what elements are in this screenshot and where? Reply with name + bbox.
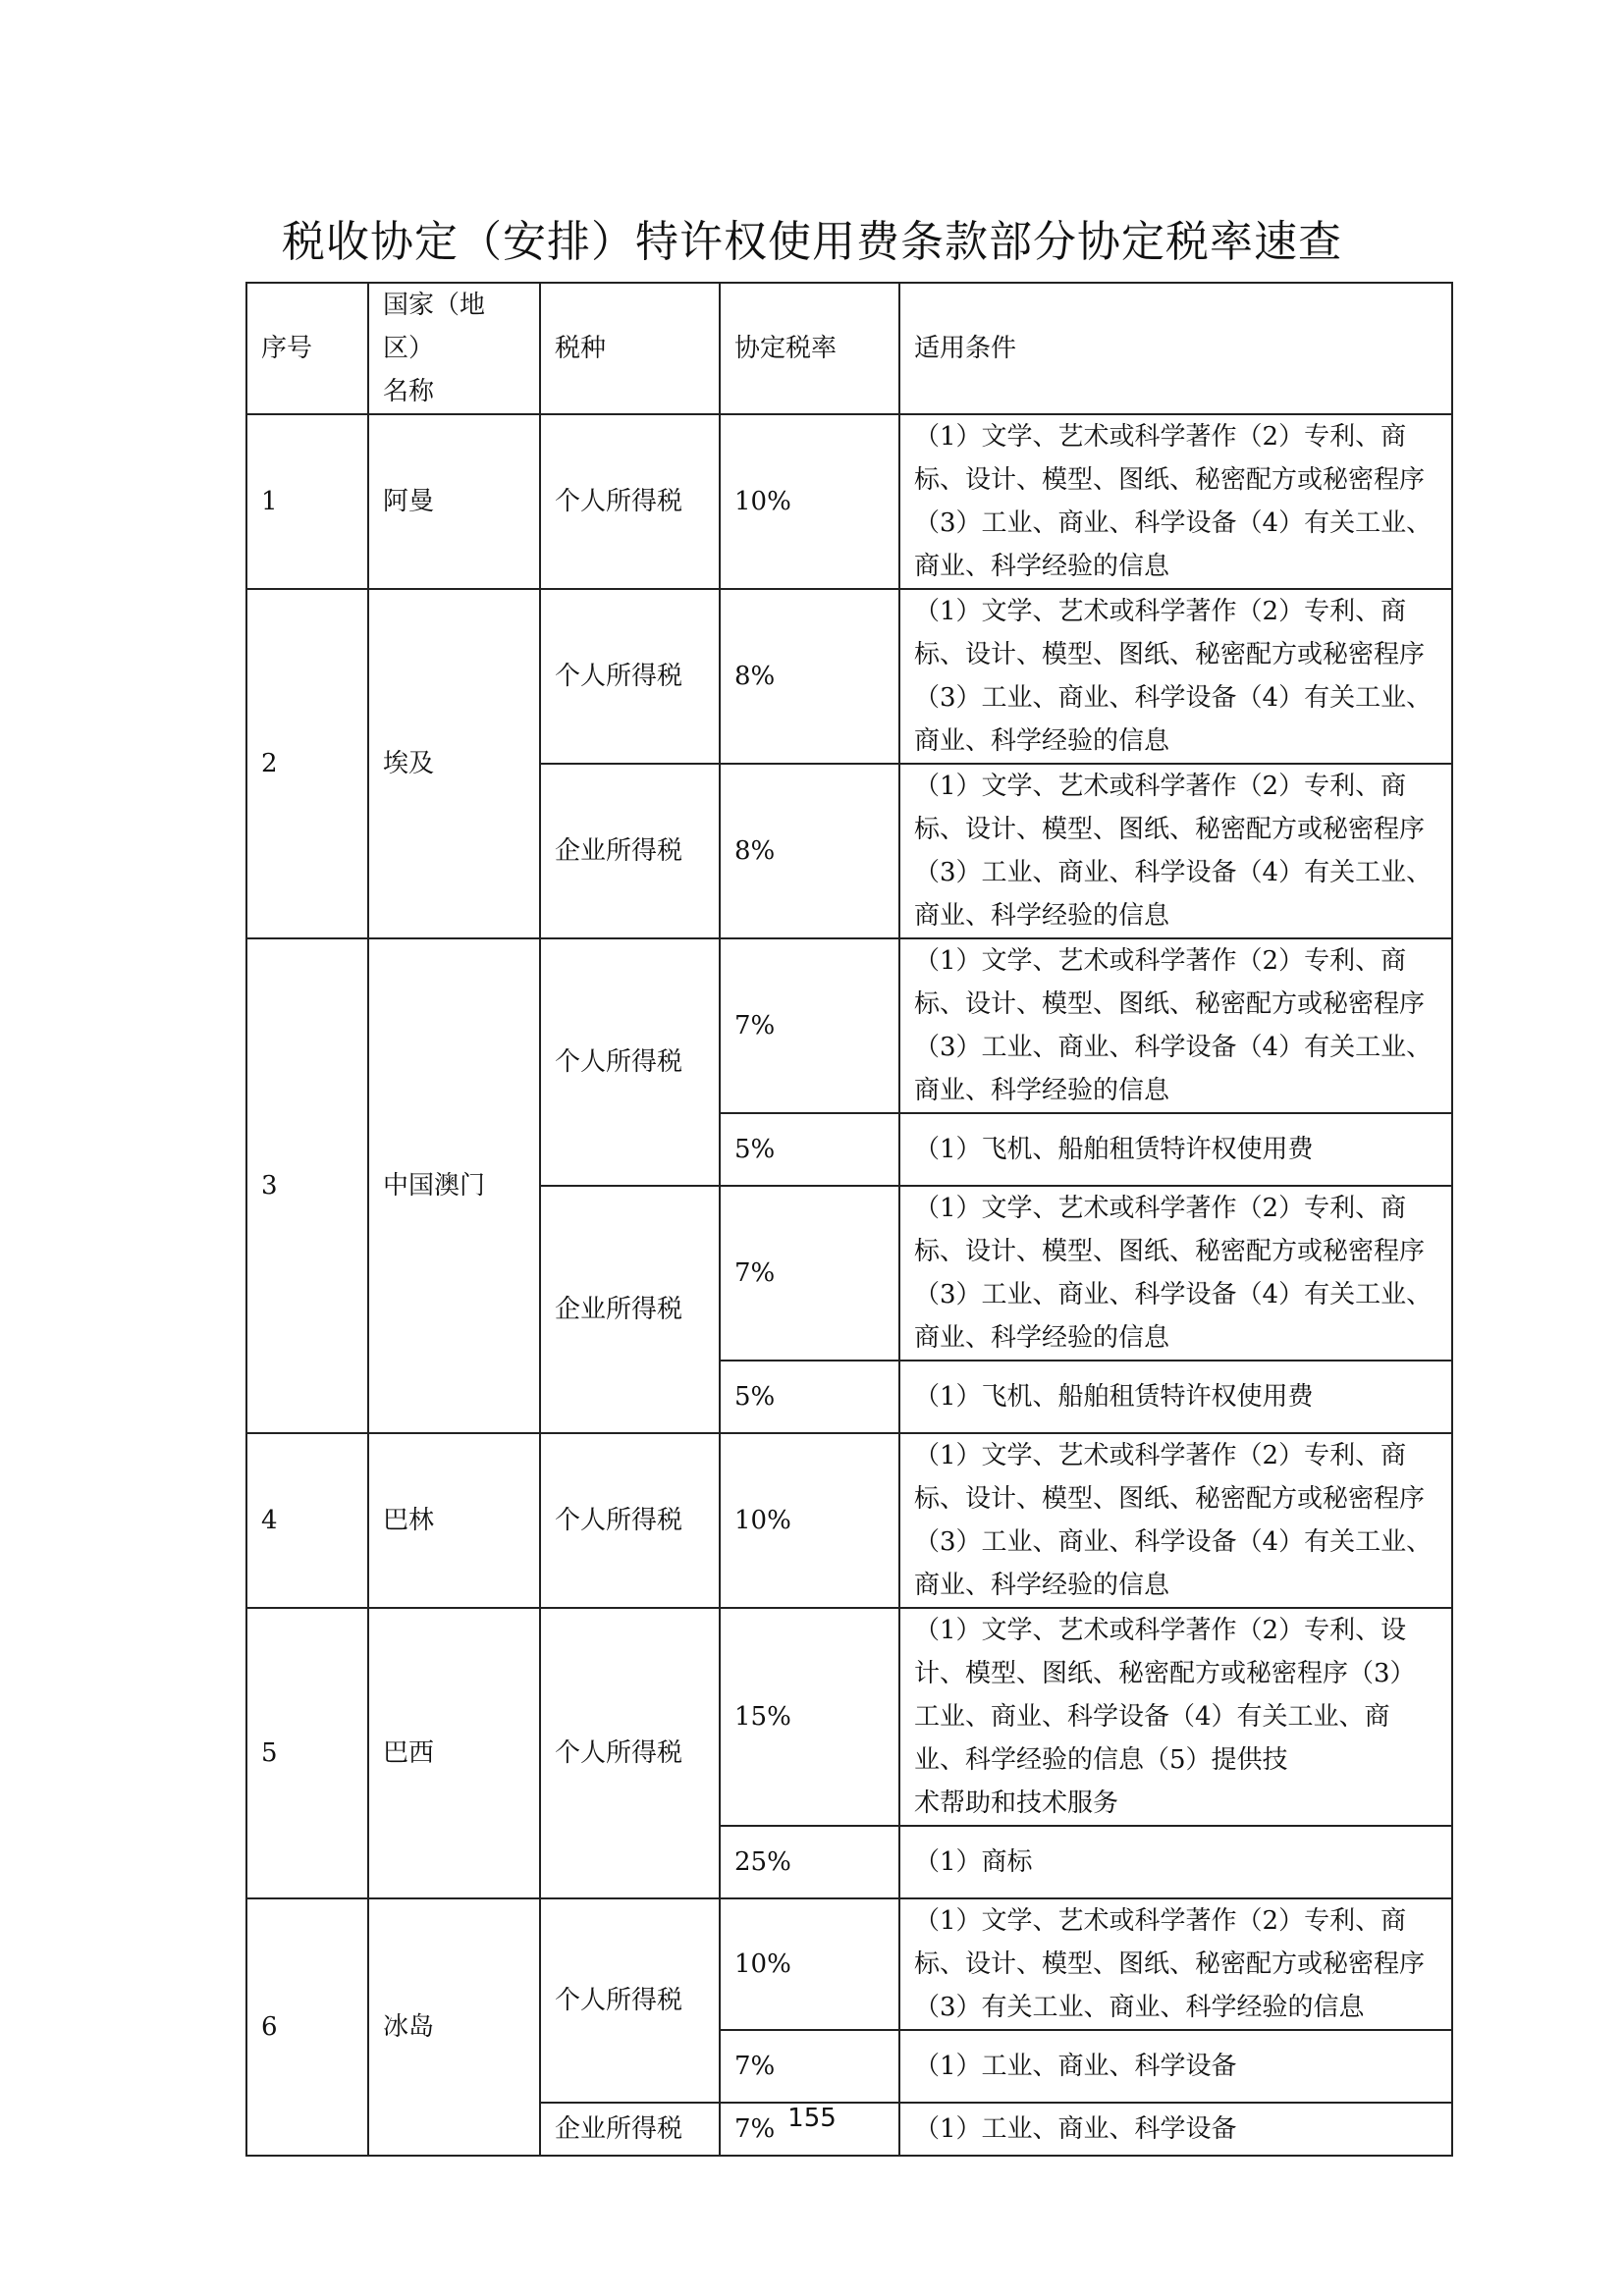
header-rate: 协定税率 (720, 283, 899, 414)
cell-condition: （1）工业、商业、科学设备 (899, 2103, 1452, 2156)
page-number: 155 (787, 2104, 837, 2133)
cell-condition: （1）工业、商业、科学设备 (899, 2030, 1452, 2103)
cell-condition: （1）文学、艺术或科学著作（2）专利、商标、设计、模型、图纸、秘密配方或秘密程序（3）工业、商业、科学设备（4）有关工业、商业、科学经验的信息 (899, 938, 1452, 1113)
cell-rate: 7% (720, 2030, 899, 2103)
header-country (368, 283, 540, 414)
cell-rate: 15% (720, 1608, 899, 1826)
cell-tax-type: 个人所得税 (540, 1433, 720, 1608)
header-seq: 序号 (246, 283, 368, 414)
cell-tax-type: 企业所得税 (540, 2103, 720, 2156)
page-title: 税收协定（安排）特许权使用费条款部分协定税率速查 (282, 217, 1342, 267)
cell-rate: 7% (720, 1186, 899, 1361)
cell-condition: （1）文学、艺术或科学著作（2）专利、商标、设计、模型、图纸、秘密配方或秘密程序（3）工业、商业、科学设备（4）有关工业、商业、科学经验的信息 (899, 1433, 1452, 1608)
cell-rate: 7% (720, 2103, 899, 2156)
cell-tax-type: 个人所得税 (540, 1898, 720, 2103)
condition-text: （1）文学、艺术或科学著作（2）专利、设计、模型、图纸、秘密配方或秘密程序（3）工业、商业、科学设备（4）有关工业、商业、科学经验的信息（5）提供技 (914, 1616, 1416, 1775)
cell-condition: （1）文学、艺术或科学著作（2）专利、商标、设计、模型、图纸、秘密配方或秘密程序（3）工业、商业、科学设备（4）有关工业、商业、科学经验的信息 (899, 589, 1452, 764)
cell-tax-type: 个人所得税 (540, 1608, 720, 1898)
table-row (246, 414, 1452, 589)
cell-rate: 8% (720, 764, 899, 938)
cell-seq: 2 (246, 589, 368, 938)
table-header-row (246, 283, 1452, 414)
cell-country: 阿曼 (368, 414, 540, 589)
cell-condition (899, 1608, 1452, 1826)
cell-country: 中国澳门 (368, 938, 540, 1433)
condition-text-tail: 术帮助和技术服务 (914, 1789, 1119, 1818)
cell-tax-type: 个人所得税 (540, 938, 720, 1186)
cell-rate: 5% (720, 1113, 899, 1186)
cell-condition: （1）文学、艺术或科学著作（2）专利、商标、设计、模型、图纸、秘密配方或秘密程序（3）工业、商业、科学设备（4）有关工业、商业、科学经验的信息 (899, 1186, 1452, 1361)
header-country-line1: 国家（地区） (383, 291, 486, 363)
table-row (246, 1608, 1452, 1826)
cell-condition: （1）飞机、船舶租赁特许权使用费 (899, 1361, 1452, 1433)
cell-rate: 25% (720, 1826, 899, 1898)
header-condition: 适用条件 (899, 283, 1452, 414)
table-row (246, 938, 1452, 1113)
cell-country: 埃及 (368, 589, 540, 938)
cell-country: 巴林 (368, 1433, 540, 1608)
cell-seq: 4 (246, 1433, 368, 1608)
cell-seq: 6 (246, 1898, 368, 2156)
tax-rate-table (245, 282, 1453, 2157)
header-country-line2: 名称 (383, 377, 435, 406)
cell-country: 巴西 (368, 1608, 540, 1898)
cell-condition: （1）文学、艺术或科学著作（2）专利、商标、设计、模型、图纸、秘密配方或秘密程序（3）工业、商业、科学设备（4）有关工业、商业、科学经验的信息 (899, 414, 1452, 589)
cell-rate: 8% (720, 589, 899, 764)
cell-rate: 7% (720, 938, 899, 1113)
cell-tax-type: 企业所得税 (540, 764, 720, 938)
cell-condition: （1）飞机、船舶租赁特许权使用费 (899, 1113, 1452, 1186)
cell-rate: 5% (720, 1361, 899, 1433)
cell-condition: （1）文学、艺术或科学著作（2）专利、商标、设计、模型、图纸、秘密配方或秘密程序（3）有关工业、商业、科学经验的信息 (899, 1898, 1452, 2030)
table-row (246, 1433, 1452, 1608)
cell-condition: （1）文学、艺术或科学著作（2）专利、商标、设计、模型、图纸、秘密配方或秘密程序（3）工业、商业、科学设备（4）有关工业、商业、科学经验的信息 (899, 764, 1452, 938)
header-tax-type: 税种 (540, 283, 720, 414)
cell-seq: 5 (246, 1608, 368, 1898)
cell-tax-type: 个人所得税 (540, 414, 720, 589)
cell-rate: 10% (720, 1433, 899, 1608)
cell-country: 冰岛 (368, 1898, 540, 2156)
cell-rate: 10% (720, 1898, 899, 2030)
cell-condition: （1）商标 (899, 1826, 1452, 1898)
cell-rate: 10% (720, 414, 899, 589)
cell-tax-type: 个人所得税 (540, 589, 720, 764)
cell-seq: 1 (246, 414, 368, 589)
table-row (246, 1898, 1452, 2030)
table-row (246, 589, 1452, 764)
cell-tax-type: 企业所得税 (540, 1186, 720, 1433)
cell-seq: 3 (246, 938, 368, 1433)
